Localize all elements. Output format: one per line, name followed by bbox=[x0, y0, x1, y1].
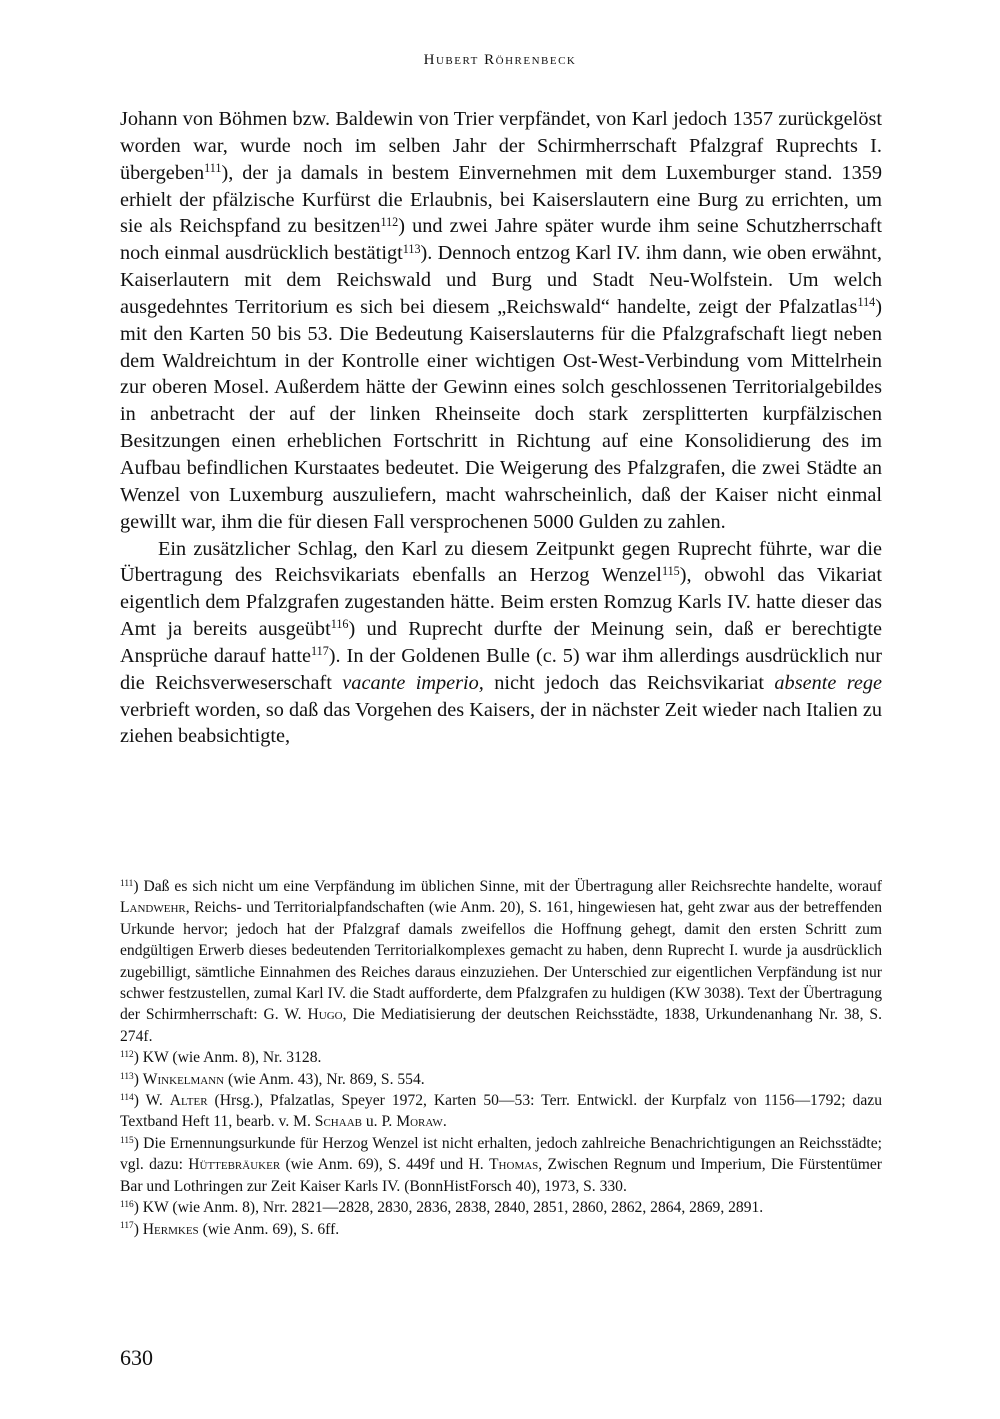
author-name: Winkelmann bbox=[142, 1070, 225, 1088]
author-name: Thomas bbox=[489, 1156, 539, 1174]
author-name: Moraw bbox=[396, 1113, 443, 1131]
footnote-text: ) bbox=[133, 1220, 143, 1238]
footnote-text: . bbox=[442, 1113, 447, 1131]
footnote-text: , Die Mediatisierung der deutschen Reichsstädte, 1838, Urkundenanhang Nr. 38, S. 274f. bbox=[120, 1006, 882, 1045]
text-segment: verbrieft worden, so daß das Vorgehen des Kaisers, der in nächster Zeit wieder nach Italien zu ziehen beabsichtigte, bbox=[120, 698, 882, 748]
footnote-117 bbox=[120, 1219, 882, 1240]
running-head: Hubert Röhrenbeck bbox=[423, 52, 577, 68]
italic-term: vacante imperio, bbox=[342, 671, 484, 694]
footnote-text: ) Die Ernennungsurkunde für Herzog Wenzel ist nicht erhalten, jedoch zahlreiche Benachrichtigungen an Reichsstädte; vgl. dazu: bbox=[120, 1134, 882, 1174]
footnote-111 bbox=[120, 876, 882, 1047]
paragraph-2 bbox=[120, 536, 882, 751]
footnote-text: ) KW (wie Anm. 8), Nr. 3128. bbox=[133, 1049, 322, 1067]
footnote-text: (Hrsg.), Pfalzatlas, Speyer 1972, Karten 50—53: Terr. Entwickl. der Kurpfalz von 1156—1792; dazu Textband Heft 11, bearb. v. M. bbox=[120, 1092, 882, 1131]
paragraph-1 bbox=[120, 106, 882, 536]
footnote-text: (wie Anm. 43), Nr. 869, S. 554. bbox=[224, 1070, 425, 1088]
text-segment: ), der ja damals in bestem Einvernehmen mit dem Luxemburger stand. 1359 erhielt der pfälzische Kurfürst die Erlaubnis, bei Kaiserslautern eine Burg zu errichten, um sie als Reichspfand zu besitzen bbox=[120, 161, 882, 238]
italic-term: absente rege bbox=[774, 671, 882, 694]
text-segment: Johann von Böhmen bzw. Baldewin von Trier verpfändet, von Karl jedoch 1357 zurückgelöst worden war, wurde noch im selben Jahr der Schirmherrschaft Pfalzgraf Ruprechts I. übergeben bbox=[120, 108, 882, 184]
footnote-text: ) W. bbox=[133, 1092, 170, 1110]
footnote-114 bbox=[120, 1090, 882, 1133]
footnote-115 bbox=[120, 1133, 882, 1197]
footnote-number: 116 bbox=[120, 1199, 134, 1210]
author-name: Hüttebräuker bbox=[188, 1156, 281, 1174]
footnote-text: (wie Anm. 69), S. 449f und H. bbox=[280, 1156, 490, 1174]
footnote-ref-113: 113 bbox=[402, 241, 421, 256]
footnote-text: , Zwischen Regnum und Imperium, Die Fürstentümer Bar und Lothringen zur Zeit Kaiser Karls IV. (BonnHistForsch 40), 1973, S. 330. bbox=[120, 1156, 883, 1195]
author-name: Hermkes bbox=[142, 1220, 199, 1238]
footnote-113 bbox=[120, 1069, 882, 1090]
footnote-116 bbox=[120, 1197, 882, 1218]
text-segment: ) mit den Karten 50 bis 53. Die Bedeutung Kaiserslauterns für die Pfalzgrafschaft liegt neben dem Waldreichtum in der Kontrolle einer wichtigen Ost-West-Verbindung vom Mittelrhein zur oberen Mosel. Außerdem hätte der Gewinn eines solch geschlossenen Territorialgebildes in anbetracht der auf der linken Rheinseite doch stark zersplitterten kurpfälzischen Besitzungen einen erheblichen Fortschritt in Richtung auf eine Konsolidierung des im Aufbau befindlichen Kurstaates bedeutet. Die Weigerung des Pfalzgrafen, die zwei Städte an Wenzel von Luxemburg auszuliefern, macht wahrscheinlich, daß der Kaiser nicht einmal gewillt war, ihm die für diesen Fall versprochenen 5000 Gulden zu zahlen. bbox=[120, 295, 882, 533]
text-segment: ) und Ruprecht durfte der Meinung sein, daß er berechtigte Ansprüche darauf hatte bbox=[120, 618, 882, 667]
text-segment: nicht jedoch das Reichsvikariat bbox=[483, 671, 775, 694]
footnote-text: , Reichs- und Territorialpfandschaften (wie Anm. 20), S. 161, hingewiesen hat, geht zwar aus der betreffenden Urkunde hervor; jedoch hat der Pfalzgraf damals zweifellos die Hoffnung gehegt, damit den ersten Schritt zum endgültigen Erwerb dieses bedeutenden Territorialkomplexes gemacht zu haben, denn Ruprecht I. wurde ja ausdrücklich zugebilligt, sämtliche Einnahmen des Reiches daraus einzuziehen. Der Unterschied zur eigentlichen Verpfändung ist nur schwer festzustellen, zumal Karl IV. die Stadt aufforderte, dem Pfalzgrafen zu huldigen (KW 3038). Text der Übertragung der Schirmherrschaft: G. W. bbox=[120, 899, 882, 1024]
footnote-ref-116: 116 bbox=[330, 617, 349, 632]
main-text bbox=[120, 106, 882, 750]
author-name: Landwehr bbox=[120, 899, 186, 917]
footnote-number: 112 bbox=[120, 1050, 134, 1061]
author-name: Alter bbox=[169, 1092, 208, 1110]
footnote-text: ) bbox=[133, 1070, 143, 1088]
text-segment: ). In der Goldenen Bulle (c. 5) war ihm allerdings ausdrücklich nur die Reichsverweserschaft bbox=[120, 644, 882, 694]
footnote-number: 113 bbox=[120, 1071, 134, 1082]
footnote-text: ) KW (wie Anm. 8), Nrr. 2821—2828, 2830, 2836, 2838, 2840, 2851, 2860, 2862, 2864, 2869, 2891. bbox=[133, 1199, 764, 1217]
footnotes bbox=[120, 876, 882, 1240]
footnote-ref-117: 117 bbox=[310, 644, 329, 659]
footnote-ref-111: 111 bbox=[204, 161, 222, 175]
footnote-ref-114: 114 bbox=[857, 295, 876, 310]
text-segment: Ein zusätzlicher Schlag, den Karl zu diesem Zeitpunkt gegen Ruprecht führte, war die Übertragung des Reichsvikariats ebenfalls an Herzog Wenzel bbox=[120, 537, 882, 587]
footnote-ref-112: 112 bbox=[380, 214, 399, 229]
author-name: Schaab bbox=[314, 1113, 362, 1131]
text-segment: ) und zwei Jahre später wurde ihm seine Schutzherrschaft noch einmal ausdrücklich bestätigt bbox=[120, 215, 882, 265]
footnote-text: ) Daß es sich nicht um eine Verpfändung im üblichen Sinne, mit der Übertragung aller Reichsrechte handelte, worauf bbox=[133, 878, 882, 895]
footnote-ref-115: 115 bbox=[661, 563, 680, 578]
footnote-number: 114 bbox=[120, 1092, 134, 1103]
page-number: 630 bbox=[120, 1345, 153, 1370]
footnote-text: (wie Anm. 69), S. 6ff. bbox=[198, 1220, 340, 1238]
footnote-number: 117 bbox=[120, 1221, 134, 1232]
footnote-112 bbox=[120, 1047, 882, 1068]
text-segment: ). Dennoch entzog Karl IV. ihm dann, wie oben erwähnt, Kaiserlautern mit dem Reichswald und Burg und Stadt Neu-Wolfstein. Um welch ausgedehntes Territorium es sich bei diesem „Reichswald“ handelte, zeigt der Pfalzatlas bbox=[120, 242, 882, 318]
author-name: Hugo bbox=[307, 1006, 343, 1024]
text-segment: ), obwohl das Vikariat eigentlich dem Pfalzgrafen zugestanden hätte. Beim ersten Romzug Karls IV. hatte dieser das Amt ja bereits ausgeübt bbox=[120, 564, 883, 641]
footnote-number: 111 bbox=[120, 878, 134, 889]
footnote-text: u. P. bbox=[361, 1113, 397, 1131]
footnote-number: 115 bbox=[120, 1135, 134, 1146]
